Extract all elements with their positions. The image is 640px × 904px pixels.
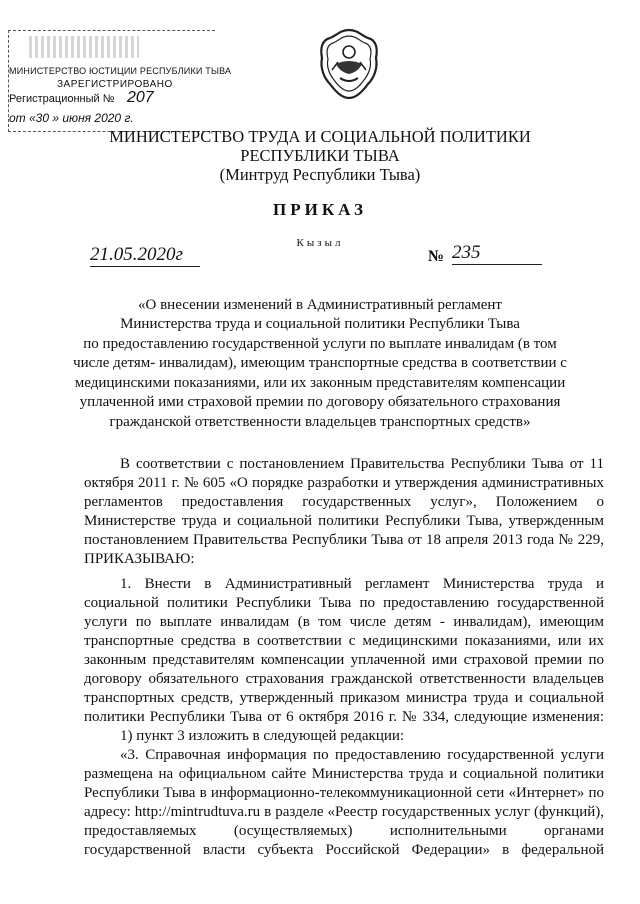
preamble-line: ПРИКАЗЫВАЮ: [84, 551, 195, 567]
item-line: транспортные средства в соответствии с медицинскими показаниями, или их [84, 633, 604, 649]
subject-line: гражданской ответственности владельцев транспортных средств» [109, 414, 531, 430]
subject-line: числе детям- инвалидам), имеющим транспортные средства в соответствии с [73, 355, 567, 371]
stamp-reg-number: 207 [127, 89, 154, 106]
preamble [84, 455, 604, 569]
ministry-name-line2: РЕСПУБЛИКИ ТЫВА [240, 146, 400, 165]
ministry-name-line1: МИНИСТЕРСТВО ТРУДА И СОЦИАЛЬНОЙ ПОЛИТИКИ [109, 127, 531, 146]
subject-line: медицинскими показаниями, или их законным представителям компенсации [74, 375, 566, 391]
number-label: № [428, 248, 445, 265]
stamp-reg-label: Регистрационный № [9, 93, 115, 105]
item-line: «3. Справочная информация по предоставлению государственной услуги [120, 747, 604, 763]
item-line: законным представителям компенсации уплаченной ими страховой премии по [84, 652, 604, 668]
city: Кызыл [296, 237, 344, 249]
subject-line: по предоставлению государственной услуги по выплате инвалидам (в том [83, 336, 557, 352]
item-line: Республики Тыва в информационно-телекоммуникационной сети «Интернет» по [84, 785, 604, 801]
item-line: политики Республики Тыва от 6 октября 2016 г. № 334, следующие изменения: [84, 709, 604, 725]
coat-of-arms-icon [318, 28, 380, 100]
subject-line: Министерства труда и социальной политики Республики Тыва [120, 316, 520, 332]
item-line: размещена на официальном сайте Министерства труда и социальной политики [84, 766, 604, 782]
subject-line: уплаченной ими страховой премии по договору обязательного страхования [79, 394, 561, 410]
stamp-date: от «30 » июня 2020 г. [9, 111, 134, 125]
item-line: договору обязательного страхования гражданской ответственности владельцев [84, 671, 604, 687]
ministry-short-name: (Минтруд Республики Тыва) [219, 165, 421, 184]
registration-stamp [8, 30, 232, 132]
item-line: государственной власти субъекта Российской Федерации» в федеральной [84, 842, 604, 858]
preamble-line: Министерстве труда и социальной политики Республики Тыва, утвержденным [84, 513, 604, 529]
order-date: 21.05.2020г [90, 244, 200, 267]
document-title: ПРИКАЗ [273, 200, 367, 219]
item-line: адресу: http://mintrudtuva.ru в разделе «Реестр государственных услуг (функций), [84, 804, 604, 820]
order-number: 235 [452, 242, 542, 265]
item-line: транспортных средств, утвержденный приказом министра труда и социальной [84, 690, 604, 706]
item-line: предоставляемых (осуществляемых) исполнительными органами [84, 823, 604, 839]
preamble-line: регламентов предоставления государственных услуг», Положением о [84, 494, 604, 510]
stamp-emblem-icon [29, 36, 139, 58]
item-line: услуги по выплате инвалидам (в том числе детям - инвалидам), имеющим [84, 614, 604, 630]
stamp-ministry: МИНИСТЕРСТВО ЮСТИЦИИ РЕСПУБЛИКИ ТЫВА [9, 66, 232, 76]
item-line: 1. Внести в Административный регламент Министерства труда и [120, 576, 604, 592]
preamble-line: постановлением Правительства Республики Тыва от 18 апреля 2013 года № 229, [84, 532, 604, 548]
subject-line: «О внесении изменений в Административный регламент [138, 297, 502, 313]
item-line: социальной политики Республики Тыва по предоставлению государственной [84, 595, 604, 611]
preamble-line: октября 2011 г. № 605 «О порядке разработки и утверждения административных [84, 475, 604, 491]
preamble-line: В соответствии с постановлением Правительства Республики Тыва от 11 [120, 456, 604, 472]
item-1 [84, 575, 604, 860]
stamp-registered: ЗАРЕГИСТРИРОВАНО [57, 79, 173, 90]
item-line: 1) пункт 3 изложить в следующей редакции: [120, 728, 405, 744]
